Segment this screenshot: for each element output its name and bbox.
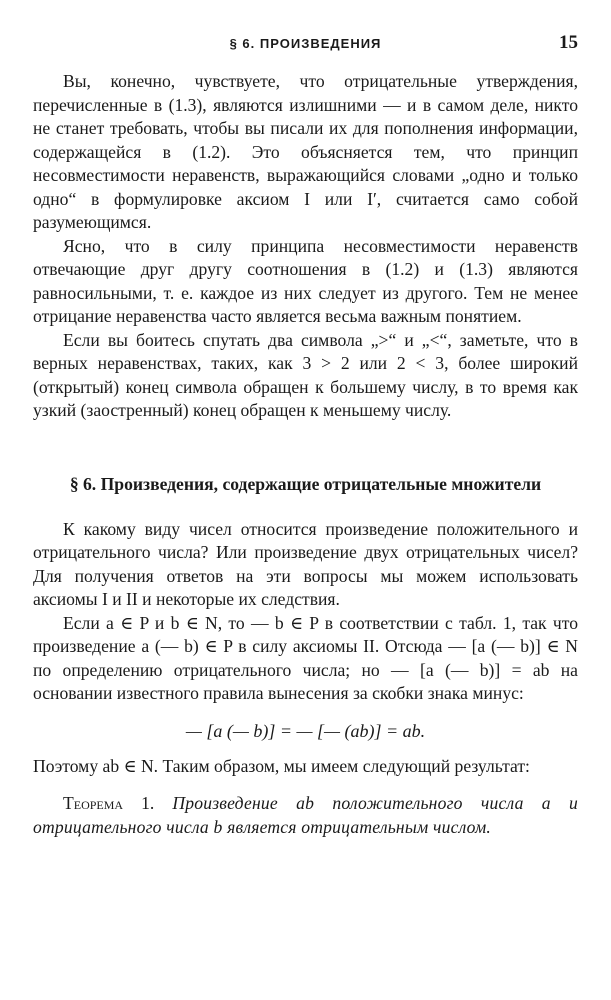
paragraph-question: К какому виду чисел относится произведение положительного и отрицательного числа? Или произведение двух отрицательных чисел? Для получения ответов на эти вопросы мы можем использовать аксиомы I и II и некоторые их следствия.: [33, 518, 578, 609]
body-text: [33, 70, 578, 839]
paragraph-proof: Если a ∈ P и b ∈ N, то — b ∈ P в соответствии с табл. 1, так что произведение a (— b) ∈ P в силу аксиомы II. Отсюда — [a (— b)] ∈ N по определению отрицательного числа; но — [a (— b)] = ab на основании известного правила вынесения за скобки знака минус:: [33, 612, 578, 703]
paragraph-intuition: Вы, конечно, чувствуете, что отрицательные утверждения, перечисленные в (1.3), являются излишними — и в самом деле, никто не станет требовать, чтобы вы писали их для пополнения информации, содержащейся в (1.2). Это объясняется тем, что принцип несовместимости неравенств, выражающийся словами „одно и только одно“ в формулировке аксиом I или I′, считается само собой разумеющимся.: [33, 71, 578, 232]
paragraph-incompatibility: Ясно, что в силу принципа несовместимости неравенств отвечающие друг другу соотношения в (1.2) и (1.3) являются равносильными, т. е. каждое из них следует из другого. Тем не менее отрицание неравенства часто является весьма важным понятием.: [33, 235, 578, 326]
theorem-label: Теорема 1.: [63, 793, 155, 813]
book-page: [33, 28, 578, 988]
running-title: § 6. ПРОИЗВЕДЕНИЯ: [229, 36, 382, 51]
page-number: 15: [559, 32, 578, 53]
paragraph-symbols: Если вы боитесь спутать два символа „>“ и „<“, заметьте, что в верных неравенствах, таких, как 3 > 2 или 2 < 3, более широкий (открытый) конец символа обращен к большему числу, в то время как узкий (заостренный) конец обращен к меньшему числу.: [33, 329, 578, 420]
section-title: § 6. Произведения, содержащие отрицательные множители: [69, 473, 542, 494]
theorem-1: [33, 792, 578, 839]
running-head: [33, 28, 578, 58]
display-formula: — [a (— b)] = — [— (ab)] = ab.: [185, 720, 426, 741]
theorem-text: Произведение ab положительного числа a и отрицательного числа b является отрицательным числом.: [33, 793, 578, 837]
paragraph-conclusion: Поэтому ab ∈ N. Таким образом, мы имеем следующий результат:: [33, 755, 530, 776]
